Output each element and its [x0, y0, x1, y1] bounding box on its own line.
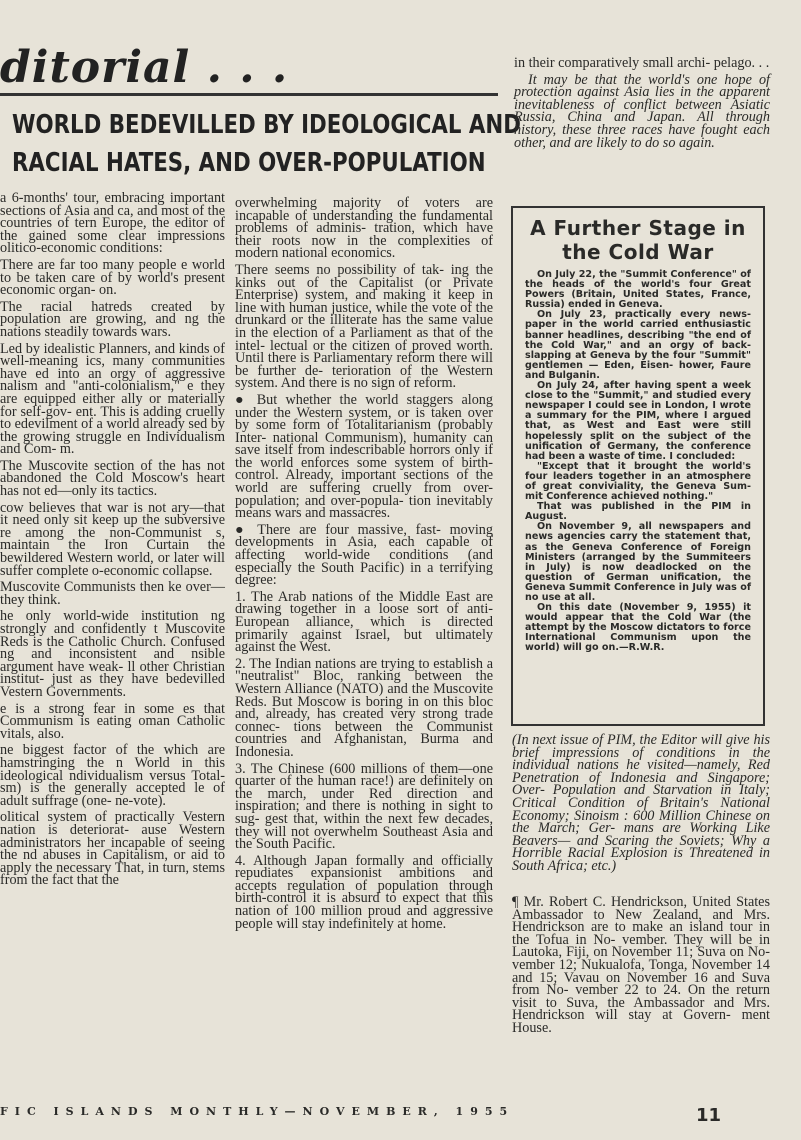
right-column-top [514, 57, 770, 153]
middle-column [235, 197, 493, 934]
left-paragraph: Muscovite Communists then ke over—they think. [0, 579, 225, 608]
next-issue-note: (In next issue of PIM, the Editor will give his brief impressions of conditions in the individual nations he visited—namely, Red Penetration of Indonesia and Singapore; Over- Population and Starvation in Italy; Critical Condition of Britain's National Economy; Sinoism : 600 Million Chinese on the March; Ger- mans are Working Like Beavers— and Scaring the Soviets; Why a Horrible Racial Explosion is Threatened in South Africa; etc.) [512, 732, 770, 874]
left-paragraph: ne biggest factor of the which are hamstringing the n World in this ideological ndividualism versus Total- sm) is the generally accepted le of adult suffrage (one- ne-vote). [0, 742, 225, 809]
middle-paragraph: 1. The Arab nations of the Middle East are drawing together in a loose sort of anti-European alliance, which is directed primarily against Israel, but ultimately against the West. [235, 588, 493, 656]
box-paragraph: On July 24, after having spent a week close to the "Summit," and studied every newspaper I could see in London, I wrote a summary for the PIM, where I argued that, as West and East were still hopelessly split on the subject of the unification of Germany, the conference had been a waste of time. I concluded: [525, 380, 751, 462]
box-paragraph: On November 9, all newspapers and news agencies carry the statement that, as the Geneva Conference of Foreign Ministers (arranged by the Summiteers in July) is now deadlocked on the question of German unification, the Geneva Summit Conference in July was of no use at all. [525, 521, 751, 603]
middle-paragraph: ● But whether the world staggers along under the Western system, or is taken over by some form of Totalitarianism (probably Inter- national Communism), humanity can save itself from indescribable horrors only if the world enforces some system of birth-control. Already, important sections of the world are suffering cruelly from over-population; and over-popula- tion inevitably means wars and massacres. [235, 391, 493, 522]
middle-paragraph: 4. Although Japan formally and officially repudiates expansionist ambitions and accepts regulation of population through birth-control it is absurd to expect that this nation of 100 million proud and aggressive people will stay indefinitely at home. [235, 852, 493, 932]
box-paragraph: That was published in the PIM in August. [525, 501, 751, 523]
headline-line-1: WORLD BEDEVILLED BY IDEOLOGICAL AND [12, 110, 521, 140]
left-paragraph: he only world-wide institution ng strongly and confidently t Muscovite Reds is the Catholic Church. Confused ng and inconsistent and nsible argument have weak- ll other Christian institut- just as they have bedevilled Vestern Governments. [0, 608, 225, 700]
left-paragraph: The Muscovite section of the has not abandoned the Cold Moscow's heart has not ed—only its tactics. [0, 457, 225, 500]
left-paragraph: olitical system of practically Vestern nation is deteriorat- ause Western administrators her incapable of seeing the nd abuses in Capitalism, or aid to apply the necessary That, in turn, stems from the fact that the [0, 809, 225, 889]
middle-paragraph: 2. The Indian nations are trying to establish a "neutralist" Bloc, ranking between the Western Alliance (NATO) and the Muscovite Reds. But Moscow is boring in on this bloc and, already, has created very strong trade connec- tions between the Communist countries and Afghanistan, Burma and Indonesia. [235, 655, 493, 760]
left-paragraph: cow believes that war is not ary—that it need only sit keep up the subversive re among the non-Communist s, maintain the Iron Curtain the bewildered Western world, or later will suffer complete o-economic collapse. [0, 499, 225, 579]
right-top-paragraph: It may be that the world's one hope of protection against Asia lies in the apparent inevitableness of conflict between Asiatic Russia, China and Japan. All through history, these three races have fought each other, and are likely to do so again. [514, 71, 770, 151]
page-number: 11 [696, 1105, 722, 1126]
box-title: A Further Stage in the Cold War [530, 216, 746, 264]
middle-paragraph: There seems no possibility of tak- ing the kinks out of the Capitalist (or Private Enterprise) system, and making it keep in line with human justice, while the vote of the drunkard or the illiterate has the same value in the election of a Parliament as that of the intel- lectual or the citizen of proved worth. Until there is Parliamentary reform there will be further de- terioration of the Western system. And there is no sign of reform. [235, 261, 493, 392]
ambassador-news-item: ¶ Mr. Robert C. Hendrickson, United States Ambassador to New Zealand, and Mrs. Hendrickson are to make an island tour in the Tofua in No- vember. They will be in Lautoka, Fiji, on November 11; Suva on No- vember 12; Nukualofa, Tonga, November 14 and 15; Vavau on November 16 and Suva from No- vember 22 to 24. On the return visit to Suva, the Ambassador and Mrs. Hendrickson will stay at Govern- ment House. [512, 894, 770, 1036]
page-footer: FIC ISLANDS MONTHLY—NOVEMBER, 1955 [0, 1105, 515, 1118]
headline [12, 106, 521, 182]
left-column [0, 192, 225, 891]
left-paragraph: a 6-months' tour, embracing important sections of Asia and ca, and most of the countries of tern Europe, the editor of the gained some clear impressions olitico-economic conditions: [0, 190, 225, 257]
left-paragraph: The racial hatreds created by population are growing, and ng the nations steadily towards wars. [0, 298, 225, 340]
left-paragraph: Led by idealistic Planners, and kinds of well-meaning ics, many communities have ed into an orgy of aggressive nalism and "anti-colonialism," e they are equipped either ally or materially for self-gov- ent. This is adding cruelly to edevilment of a world already sed by the growing struggle en Individualism and Com- m. [0, 340, 225, 458]
box-paragraph: On July 23, practically every news- paper in the world carried enthusiastic banner headlines, describing "the end of the Cold War," and an orgy of back-slapping at Geneva by the four "Summit" gentlemen — Eden, Eisen- hower, Faure and Bulganin. [525, 309, 751, 381]
middle-paragraph: 3. The Chinese (600 millions of them—one quarter of the human race!) are definitely on the march, under Red direction and inspiration; and there is nothing in sight to sug- gest that, within the next few decades, they will not overwhelm Southeast Asia and the South Pacific. [235, 760, 493, 853]
middle-paragraph: ● There are four massive, fast- moving developments in Asia, each capable of affecting world-wide conditions (and especially the South Pacific) in a terrifying degree: [235, 521, 493, 589]
left-paragraph: There are far too many people e world to be taken care of by world's present economic organ- on. [0, 256, 225, 299]
masthead-rule [0, 93, 498, 96]
right-top-paragraph: in their comparatively small archi- pelago. . . [514, 55, 770, 71]
editorial-masthead: ditorial . . . [0, 42, 289, 93]
cold-war-sidebar-box [511, 206, 765, 726]
box-paragraph: On this date (November 9, 1955) it would appear that the Cold War (the attempt by the Moscow dictators to force International Communism upon the world) will go on.—R.W.R. [525, 602, 751, 654]
middle-paragraph: overwhelming majority of voters are incapable of understanding the fundamental problems of adminis- tration, which have their roots now in the complexities of modern national economics. [235, 195, 493, 262]
headline-line-2: RACIAL HATES, AND OVER-POPULATION [12, 148, 486, 178]
left-paragraph: e is a strong fear in some es that Communism is eating oman Catholic vitals, also. [0, 700, 225, 742]
box-paragraph: "Except that it brought the world's four leaders together in an atmosphere of great conviviality, the Geneva Sum- mit Conference achieved nothing." [525, 460, 751, 503]
box-body [525, 270, 751, 654]
box-paragraph: On July 22, the "Summit Conference" of the heads of the world's four Great Powers (Britain, United States, France, Russia) ended in Geneva. [525, 269, 751, 311]
